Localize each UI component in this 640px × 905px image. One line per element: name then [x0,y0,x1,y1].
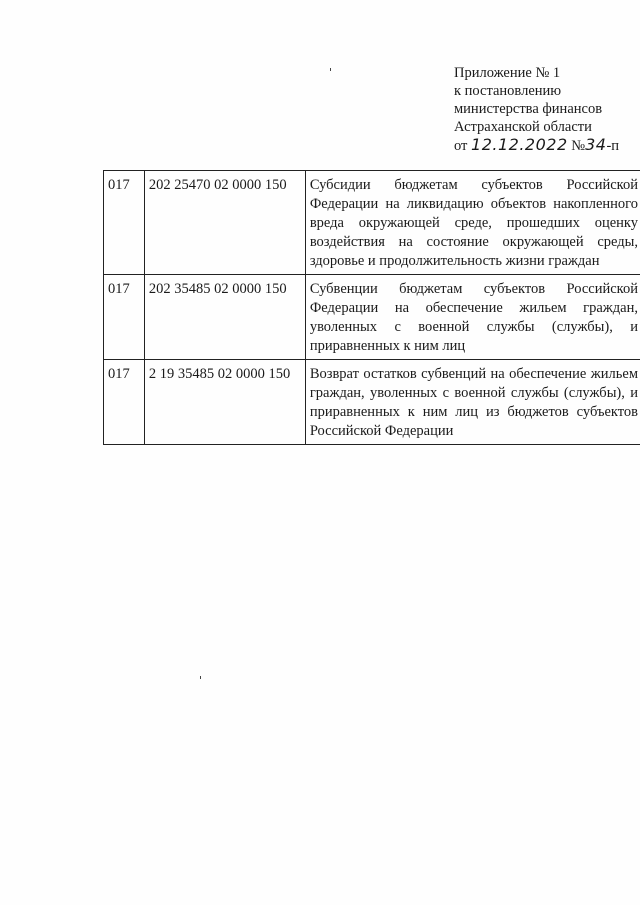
budget-code-cell: 202 25470 02 0000 150 [144,171,305,275]
admin-code-cell: 017 [104,360,145,445]
appendix-subtitle-line: министерства финансов [454,101,603,117]
number-suffix: -п [606,138,620,154]
table-row [104,360,640,445]
description-cell: Возврат остатков субвенций на обеспечение жильем граждан, уволенных с военной службы (службы), и приравненных к ним лиц из бюджетов субъектов Российской Федерации [305,360,640,445]
admin-code-cell: 017 [104,275,145,360]
scan-speck [330,68,331,71]
description-cell: Субвенции бюджетам субъектов Российской Федерации на обеспечение жильем граждан, уволенных с военной службы (службы), и приравненных к ним лиц [305,275,640,360]
table-row [104,171,640,275]
budget-codes-table [103,170,640,445]
scan-speck [200,676,201,679]
description-cell: Субсидии бюджетам субъектов Российской Федерации на ликвидацию объектов накопленного вреда окружающей среде, прошедших оценку воздействия на состояние окружающей среды, здоровье и продолжительность жизни граждан [305,171,640,275]
handwritten-number: 34 [585,135,607,154]
appendix-date-line [454,136,634,155]
appendix-subtitle-line: Астраханской области [454,119,592,135]
appendix-subtitle-line: к постановлению [454,83,562,99]
budget-code-cell: 202 35485 02 0000 150 [144,275,305,360]
appendix-heading [454,64,634,155]
budget-code-cell: 2 19 35485 02 0000 150 [144,360,305,445]
number-prefix: № [571,138,586,154]
handwritten-date: 12.12.2022 [471,135,568,154]
table-row [104,275,640,360]
date-prefix: от [454,138,468,154]
admin-code-cell: 017 [104,171,145,275]
appendix-title: Приложение № 1 [454,65,561,81]
